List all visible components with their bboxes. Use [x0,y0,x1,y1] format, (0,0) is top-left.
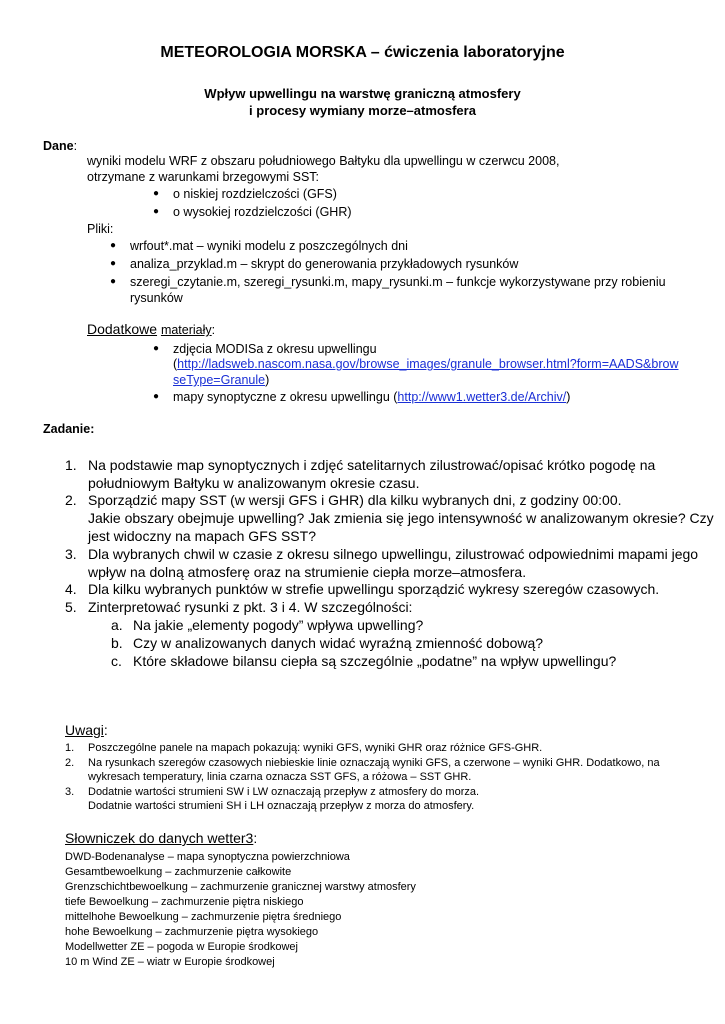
note-line: Dodatnie wartości strumieni SH i LH oznaczają przepływ z morza do atmosfery. [88,800,475,812]
note-line: wykresach temperatury, linia czarna oznacza SST GFS, a różowa – SST GHR. [88,771,472,783]
bullet-icon: ● [153,343,160,354]
file-item: wrfout*.mat – wyniki modelu z poszczególnych dni [130,239,408,253]
sub-item-letter: b. [111,635,123,651]
modis-item-text: zdjęcia MODISa z okresu upwellingu [173,342,377,356]
note-number: 2. [65,757,75,769]
task-number: 2. [65,492,77,508]
subtitle-line-1: Wpływ upwellingu na warstwę graniczną atmosfery [204,86,521,101]
task-3-line: Dla wybranych chwil w czasie z okresu silnego upwellingu, zilustrować odpowiednimi mapami jego [88,546,699,562]
glossary-item: mittelhohe Bewoelkung – zachmurzenie piętra średniego [65,911,342,923]
task-3-line: wpływ na dolną atmosferę oraz na strumienie ciepła morze–atmosfera. [88,564,527,580]
note-line: Dodatnie wartości strumieni SW i LW oznaczają przepływ z atmosfery do morza. [88,786,480,798]
glossary-item: Gesamtbewoelkung – zachmurzenie całkowite [65,866,292,878]
sub-item-text: Na jakie „elementy pogody” wpływa upwelling? [133,617,424,633]
bullet-icon: ● [153,206,160,217]
glossary-item: Grenzschichtbewoelkung – zachmurzenie granicznej warstwy atmosfery [65,881,416,893]
subtitle-line-2: i procesy wymiany morze–atmosfera [249,103,476,118]
sub-item-letter: c. [111,653,122,669]
note-line: Na rysunkach szeregów czasowych niebieskie linie oznaczają wyniki GFS, a czerwone – wyniki GHR. Dodatkowo, na [88,757,660,769]
dane-heading: Dane: [43,139,78,153]
glossary-item: DWD-Bodenanalyse – mapa synoptyczna powierzchniowa [65,851,350,863]
task-4-line: Dla kilku wybranych punktów w strefie upwellingu sporządzić wykresy szeregów czasowych. [88,581,660,597]
task-1-line: południowym Bałtyku w analizowanym okresie czasu. [88,475,420,491]
notes-heading: Uwagi: [65,722,108,738]
note-line: Poszczególne panele na mapach pokazują: wyniki GFS, wyniki GHR oraz różnice GFS-GHR. [88,742,543,754]
extra-materials-heading: Dodatkowe materiały: [87,321,216,337]
file-item: szeregi_czytanie.m, szeregi_rysunki.m, mapy_rysunki.m – funkcje wykorzystywane przy robieniu [130,275,666,289]
file-item: analiza_przyklad.m – skrypt do generowania przykładowych rysunków [130,257,519,271]
task-number: 4. [65,581,77,597]
sub-item-text: Które składowe bilansu ciepła są szczególnie „podatne” na wpływ upwellingu? [133,653,617,669]
glossary-item: hohe Bewoelkung – zachmurzenie piętra wysokiego [65,926,319,938]
bullet-icon: ● [153,188,160,199]
pliki-label: Pliki: [87,222,114,236]
modis-link-continuation[interactable]: seType=Granule [173,373,266,387]
resolution-item: o niskiej rozdzielczości (GFS) [173,187,337,201]
task-number: 1. [65,457,77,473]
bullet-icon: ● [110,240,117,251]
glossary-item: 10 m Wind ZE – wiatr w Europie środkowej [65,956,275,968]
task-2-line: Sporządzić mapy SST (w wersji GFS i GHR) dla kilku wybranych dni, z godziny 00:00. [88,492,622,508]
note-number: 3. [65,786,75,798]
task-1-line: Na podstawie map synoptycznych i zdjęć satelitarnych zilustrować/opisać krótko pogodę na [88,457,656,473]
note-number: 1. [65,742,75,754]
task-2-line: Jakie obszary obejmuje upwelling? Jak zmienia się jego intensywność w analizowanym okresie? Czy [88,510,714,526]
task-5-line: Zinterpretować rysunki z pkt. 3 i 4. W szczególności: [88,599,413,615]
dane-line-1: wyniki modelu WRF z obszaru południowego Bałtyku dla upwellingu w czerwcu 2008, [87,154,560,168]
bullet-icon: ● [110,276,117,287]
modis-link-line-2: seType=Granule) [173,373,270,387]
synoptic-item: mapy synoptyczne z okresu upwellingu (http://www1.wetter3.de/Archiv/) [173,390,571,404]
task-number: 5. [65,599,77,615]
glossary-heading: Słowniczek do danych wetter3: [65,830,258,846]
wetter3-link[interactable]: http://www1.wetter3.de/Archiv/ [397,390,567,404]
resolution-item: o wysokiej rozdzielczości (GHR) [173,205,352,219]
file-item-continuation: rysunków [130,291,183,305]
modis-link[interactable]: http://ladsweb.nascom.nasa.gov/browse_images/granule_browser.html?form=AADS&brow [177,357,679,371]
task-2-line: jest widoczny na mapach GFS SST? [88,528,316,544]
glossary-item: Modellwetter ZE – pogoda w Europie środkowej [65,941,298,953]
dane-line-2: otrzymane z warunkami brzegowymi SST: [87,170,320,184]
bullet-icon: ● [153,391,160,402]
task-number: 3. [65,546,77,562]
task-heading: Zadanie: [43,422,95,436]
sub-item-text: Czy w analizowanych danych widać wyraźną zmienność dobową? [133,635,544,651]
bullet-icon: ● [110,258,117,269]
sub-item-letter: a. [111,617,123,633]
document-title: METEOROLOGIA MORSKA – ćwiczenia laboratoryjne [160,44,565,61]
glossary-item: tiefe Bewoelkung – zachmurzenie piętra niskiego [65,896,304,908]
modis-link-line-1: (http://ladsweb.nascom.nasa.gov/browse_images/granule_browser.html?form=AADS&brow [173,357,679,371]
